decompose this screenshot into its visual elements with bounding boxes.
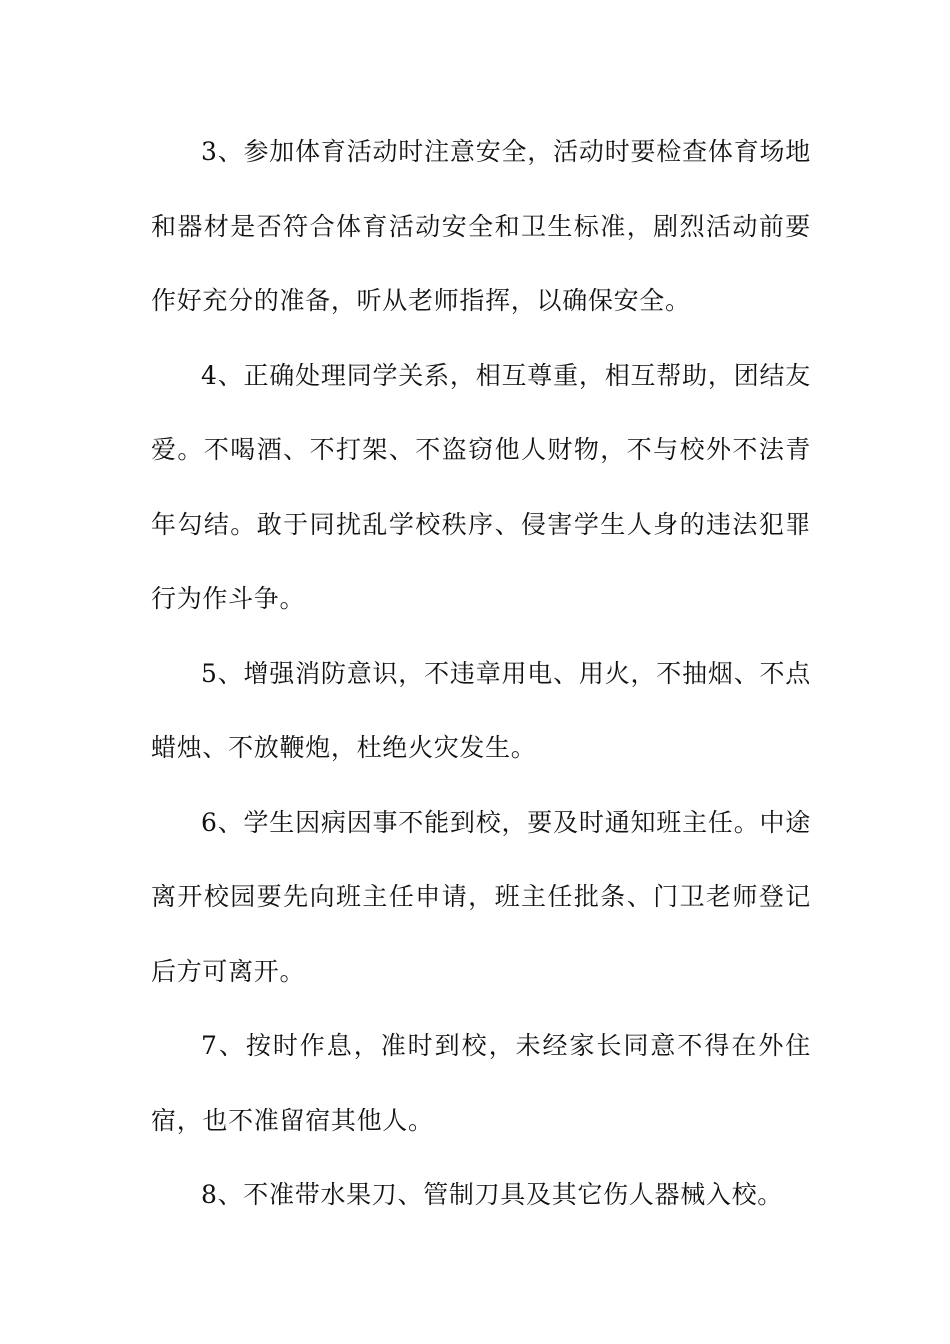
document-body (151, 115, 811, 1233)
paragraph-rule-3: 3、参加体育活动时注意安全，活动时要检查体育场地和器材是否符合体育活动安全和卫生标准，剧烈活动前要作好充分的准备，听从老师指挥，以确保安全。 (151, 137, 811, 315)
paragraph-rule-4: 4、正确处理同学关系，相互尊重，相互帮助，团结友爱。不喝酒、不打架、不盗窃他人财物，不与校外不法青年勾结。敢于同扰乱学校秩序、侵害学生人身的违法犯罪行为作斗争。 (151, 360, 811, 613)
paragraph-rule-8: 8、不准带水果刀、管制刀具及其它伤人器械入校。 (201, 1180, 784, 1209)
paragraph-rule-7: 7、按时作息，准时到校，未经家长同意不得在外住宿，也不准留宿其他人。 (151, 1031, 811, 1135)
paragraph-rule-5: 5、增强消防意识，不违章用电、用火，不抽烟、不点蜡烛、不放鞭炮，杜绝火灾发生。 (151, 658, 811, 762)
paragraph-rule-6: 6、学生因病因事不能到校，要及时通知班主任。中途离开校园要先向班主任申请，班主任批条、门卫老师登记后方可离开。 (151, 807, 811, 986)
